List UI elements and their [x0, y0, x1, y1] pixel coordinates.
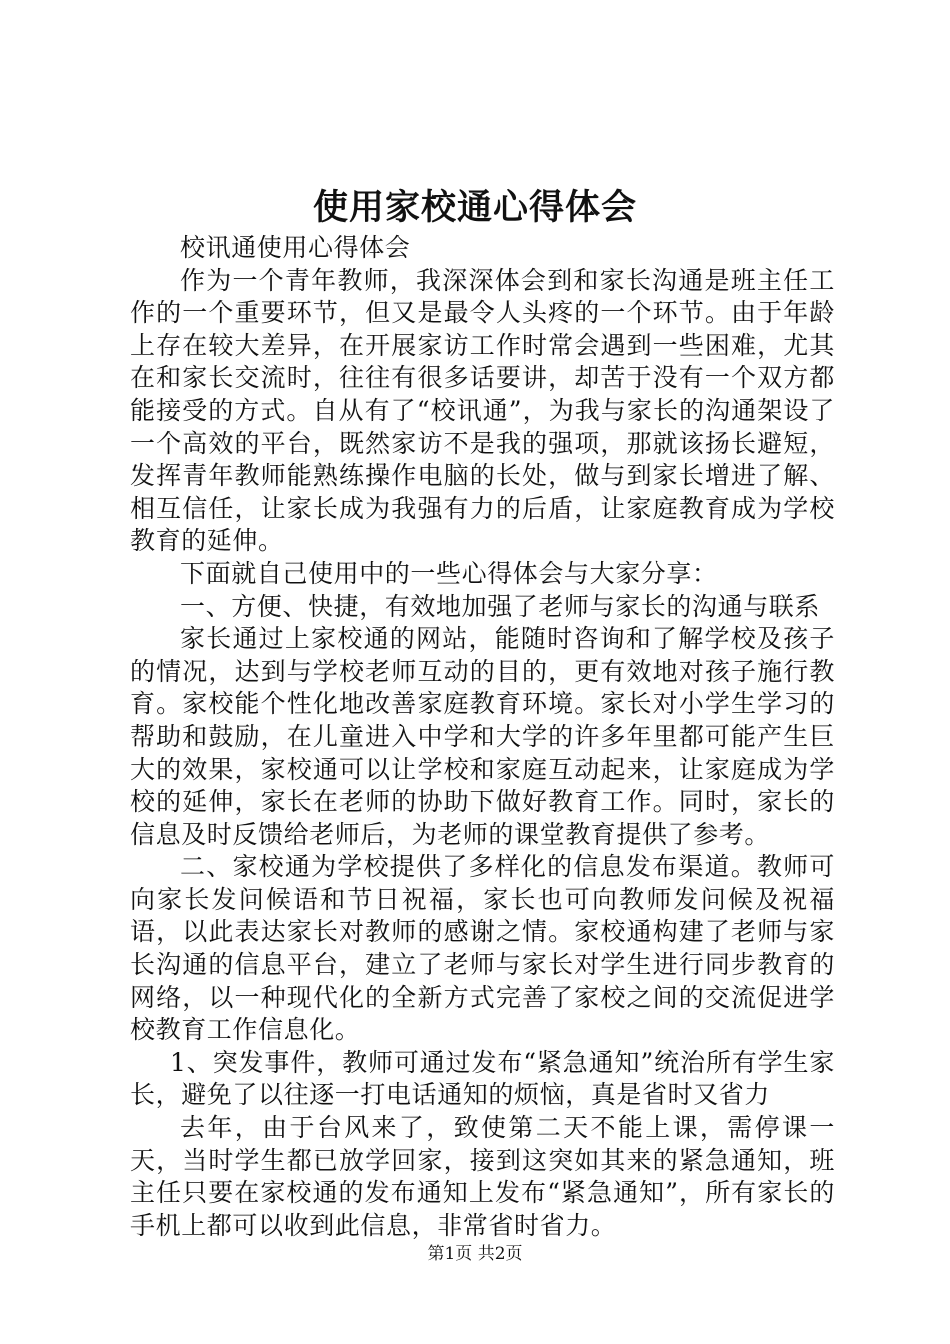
intro-paragraph: 作为一个青年教师，我深深体会到和家长沟通是班主任工作的一个重要环节，但又是最令人头疼的一个环节。由于年龄上存在较大差异，在开展家访工作时常会遇到一些困难，尤其在和家长交流时，往往有很多话要讲，却苦于没有一个双方都能接受的方式。自从有了“校讯通”，为我与家长的沟通架设了一个高效的平台，既然家访不是我的强项，那就该扬长避短，发挥青年教师能熟练操作电脑的长处，做与到家长增进了解、相互信任，让家长成为我强有力的后盾，让家庭教育成为学校教育的延伸。	[130, 265, 835, 556]
section-heading-1: 一、方便、快捷，有效地加强了老师与家长的沟通与联系	[180, 591, 821, 621]
example-paragraph: 去年，由于台风来了，致使第二天不能上课，需停课一天，当时学生都已放学回家，接到这突如其来的紧急通知，班主任只要在家校通的发布通知上发布“紧急通知”，所有家长的手机上都可以收到此信息，非常省时省力。	[130, 1113, 835, 1240]
section-1-paragraph: 家长通过上家校通的网站，能随时咨询和了解学校及孩子的情况，达到与学校老师互动的目的，更有效地对孩子施行教育。家校能个性化地改善家庭教育环境。家长对小学生学习的帮助和鼓励，在儿童进入中学和大学的许多年里都可能产生巨大的效果，家校通可以让学校和家庭互动起来，让家庭成为学校的延伸，家长在老师的协助下做好教育工作。同时，家长的信息及时反馈给老师后，为老师的课堂教育提供了参考。	[130, 624, 835, 849]
item-1-paragraph: 1、突发事件，教师可通过发布“紧急通知”统治所有学生家长，避免了以往逐一打电话通知的烦恼，真是省时又省力	[130, 1047, 835, 1110]
share-intro-paragraph: 下面就自己使用中的一些心得体会与大家分享：	[180, 558, 718, 588]
section-2-paragraph: 二、家校通为学校提供了多样化的信息发布渠道。教师可向家长发问候语和节日祝福，家长也可向教师发问候及祝福语，以此表达家长对教师的感谢之情。家校通构建了老师与家长沟通的信息平台，建立了老师与家长对学生进行同步教育的网络，以一种现代化的全新方式完善了家校之间的交流促进学校教育工作信息化。	[130, 852, 835, 1045]
document-body	[130, 232, 835, 1242]
subtitle-paragraph: 校讯通使用心得体会	[180, 233, 411, 262]
page-footer: 第1页 共2页	[427, 1244, 523, 1264]
document-title: 使用家校通心得体会	[312, 187, 637, 228]
